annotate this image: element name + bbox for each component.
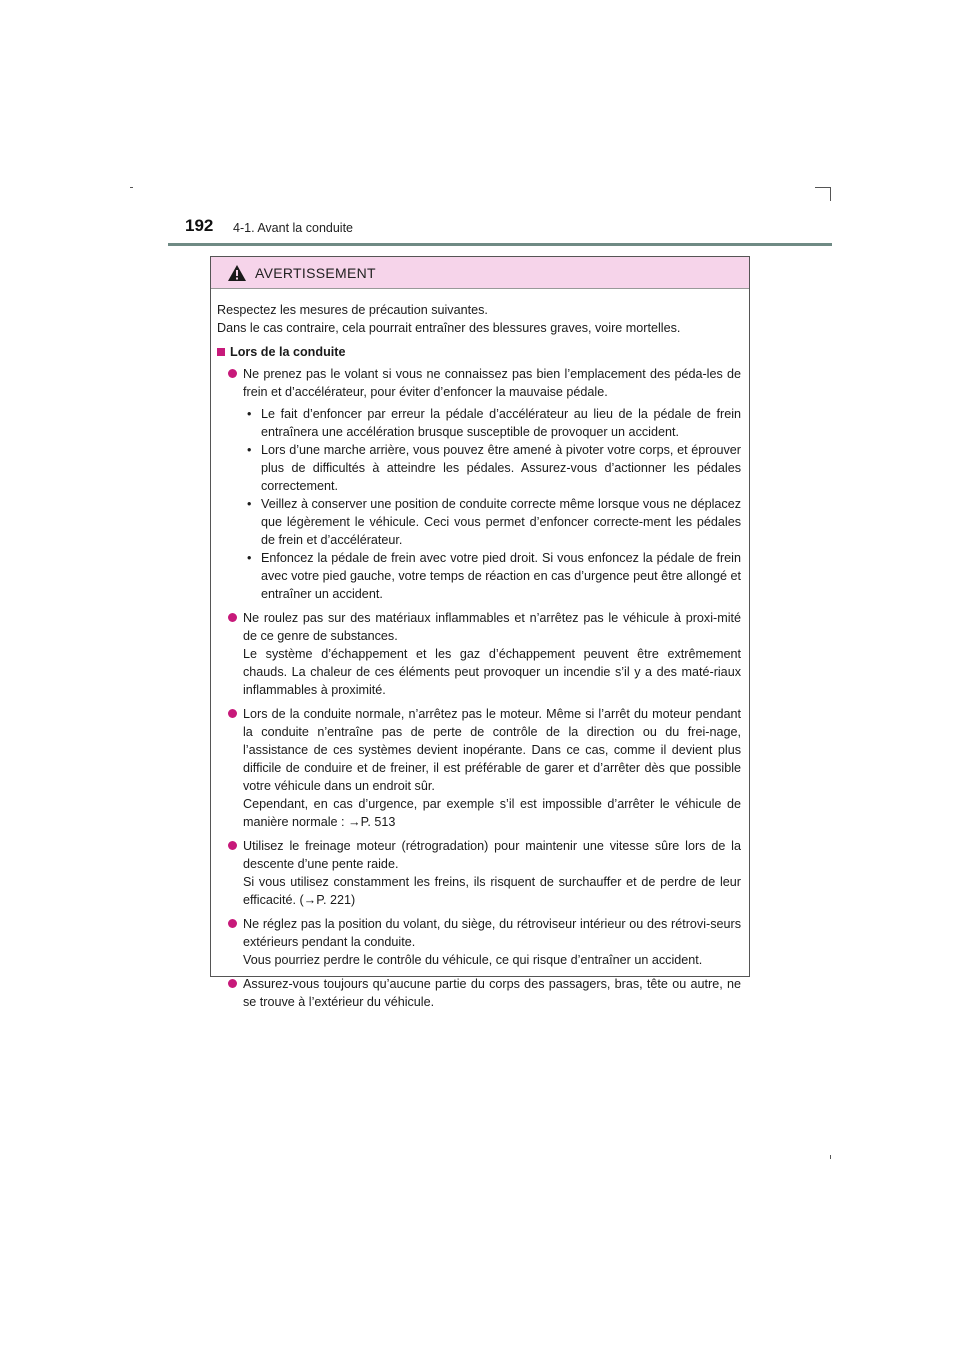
sub-bullet-icon: • [247,551,252,565]
bullet-paragraph: Ne roulez pas sur des matériaux inflammables et n’arrêtez pas le véhicule à proxi-mité de ce genre de substances. [243,611,741,643]
sub-item-text: Veillez à conserver une position de conduite correcte même lorsque vous ne déplacez que légèrement le véhicule. Ceci vous permet d’enfoncer correcte-ment les pédales de frein et d’accélérateur. [261,497,741,547]
bullet-paragraph: Ne prenez pas le volant si vous ne connaissez pas bien l’emplacement des péda-les de frein et d’accélérateur, pour éviter d’enfoncer la mauvaise pédale. [243,367,741,399]
sub-bullet-icon: • [247,497,252,511]
bullet-item [217,975,741,1011]
bullet-dot-icon [228,841,237,850]
bullet-item [217,365,741,603]
bullet-paragraph: Si vous utilisez constamment les freins, ils risquent de surchauffer et de perdre de leur efficacité. (→P. 221) [243,875,741,907]
warning-title: AVERTISSEMENT [255,264,376,281]
subheading [217,343,741,361]
header-rule [168,243,832,246]
bullet-item [217,609,741,699]
sub-item-text: Enfoncez la pédale de frein avec votre pied droit. Si vous enfoncez la pédale de frein avec votre pied gauche, votre temps de réaction en cas d’urgence peut être allongé et entraîner un accident. [261,551,741,601]
sub-bullet-icon: • [247,407,252,421]
page-number: 192 [185,216,214,235]
sub-item [243,441,741,495]
warning-body [211,289,749,1011]
crop-mark [830,187,831,201]
sub-item [243,495,741,549]
subheading-label: Lors de la conduite [230,345,346,359]
crop-mark [130,187,133,188]
bullet-item [217,837,741,909]
bullet-paragraph: Le système d’échappement et les gaz d’échappement peuvent être extrêmement chauds. La chaleur de ces éléments peut provoquer un incendie s’il y a des maté-riaux inflammables à proximité. [243,647,741,697]
bullet-list [217,365,741,1011]
bullet-item [217,915,741,969]
sub-item-text: Lors d’une marche arrière, vous pouvez être amené à pivoter votre corps, et éprouver plus de difficultés à atteindre les pédales. Assurez-vous d’actionner les pédales correctement. [261,443,741,493]
sub-bullet-icon: • [247,443,252,457]
bullet-dot-icon [228,979,237,988]
intro-line: Dans le cas contraire, cela pourrait entraîner des blessures graves, voire mortelles. [217,321,681,335]
square-marker-icon [217,348,225,356]
bullet-paragraph: Lors de la conduite normale, n’arrêtez pas le moteur. Même si l’arrêt du moteur pendant la conduite n’entraîne pas de perte de contrôle de la direction ou du frei-nage, l’assistance de ces systèmes devient inopérante. Dans ce cas, comme il devient plus difficile de conduire et de freiner, il est préférable de garer et d’arrêter dès que possible votre véhicule dans un endroit sûr. [243,707,741,793]
sub-item-text: Le fait d’enfoncer par erreur la pédale d’accélérateur au lieu de la pédale de frein entraînera une accélération brusque susceptible de provoquer un accident. [261,407,741,439]
bullet-dot-icon [228,613,237,622]
warning-header [211,257,749,289]
crop-mark [830,1155,831,1159]
warning-triangle-icon [227,264,247,282]
bullet-paragraph: Vous pourriez perdre le contrôle du véhicule, ce qui risque d’entraîner un accident. [243,953,703,967]
bullet-paragraph: Cependant, en cas d’urgence, par exemple s’il est impossible d’arrêter le véhicule de manière normale : →P. 513 [243,797,741,829]
intro-line: Respectez les mesures de précaution suivantes. [217,303,488,317]
warning-intro [217,301,741,337]
bullet-item [217,705,741,831]
crop-mark [815,187,831,188]
sub-list [243,405,741,603]
bullet-dot-icon [228,369,237,378]
warning-box [210,256,750,1009]
bullet-dot-icon [228,709,237,718]
bullet-dot-icon [228,919,237,928]
bullet-paragraph: Utilisez le freinage moteur (rétrogradation) pour maintenir une vitesse sûre lors de la descente d’une pente raide. [243,839,741,871]
bullet-paragraph: Ne réglez pas la position du volant, du siège, du rétroviseur intérieur ou des rétrovi-seurs extérieurs pendant la conduite. [243,917,741,949]
sub-item [243,549,741,603]
section-title: 4-1. Avant la conduite [233,221,353,235]
sub-item [243,405,741,441]
bullet-paragraph: Assurez-vous toujours qu’aucune partie du corps des passagers, bras, tête ou autre, ne se trouve à l’extérieur du véhicule. [243,977,741,1009]
